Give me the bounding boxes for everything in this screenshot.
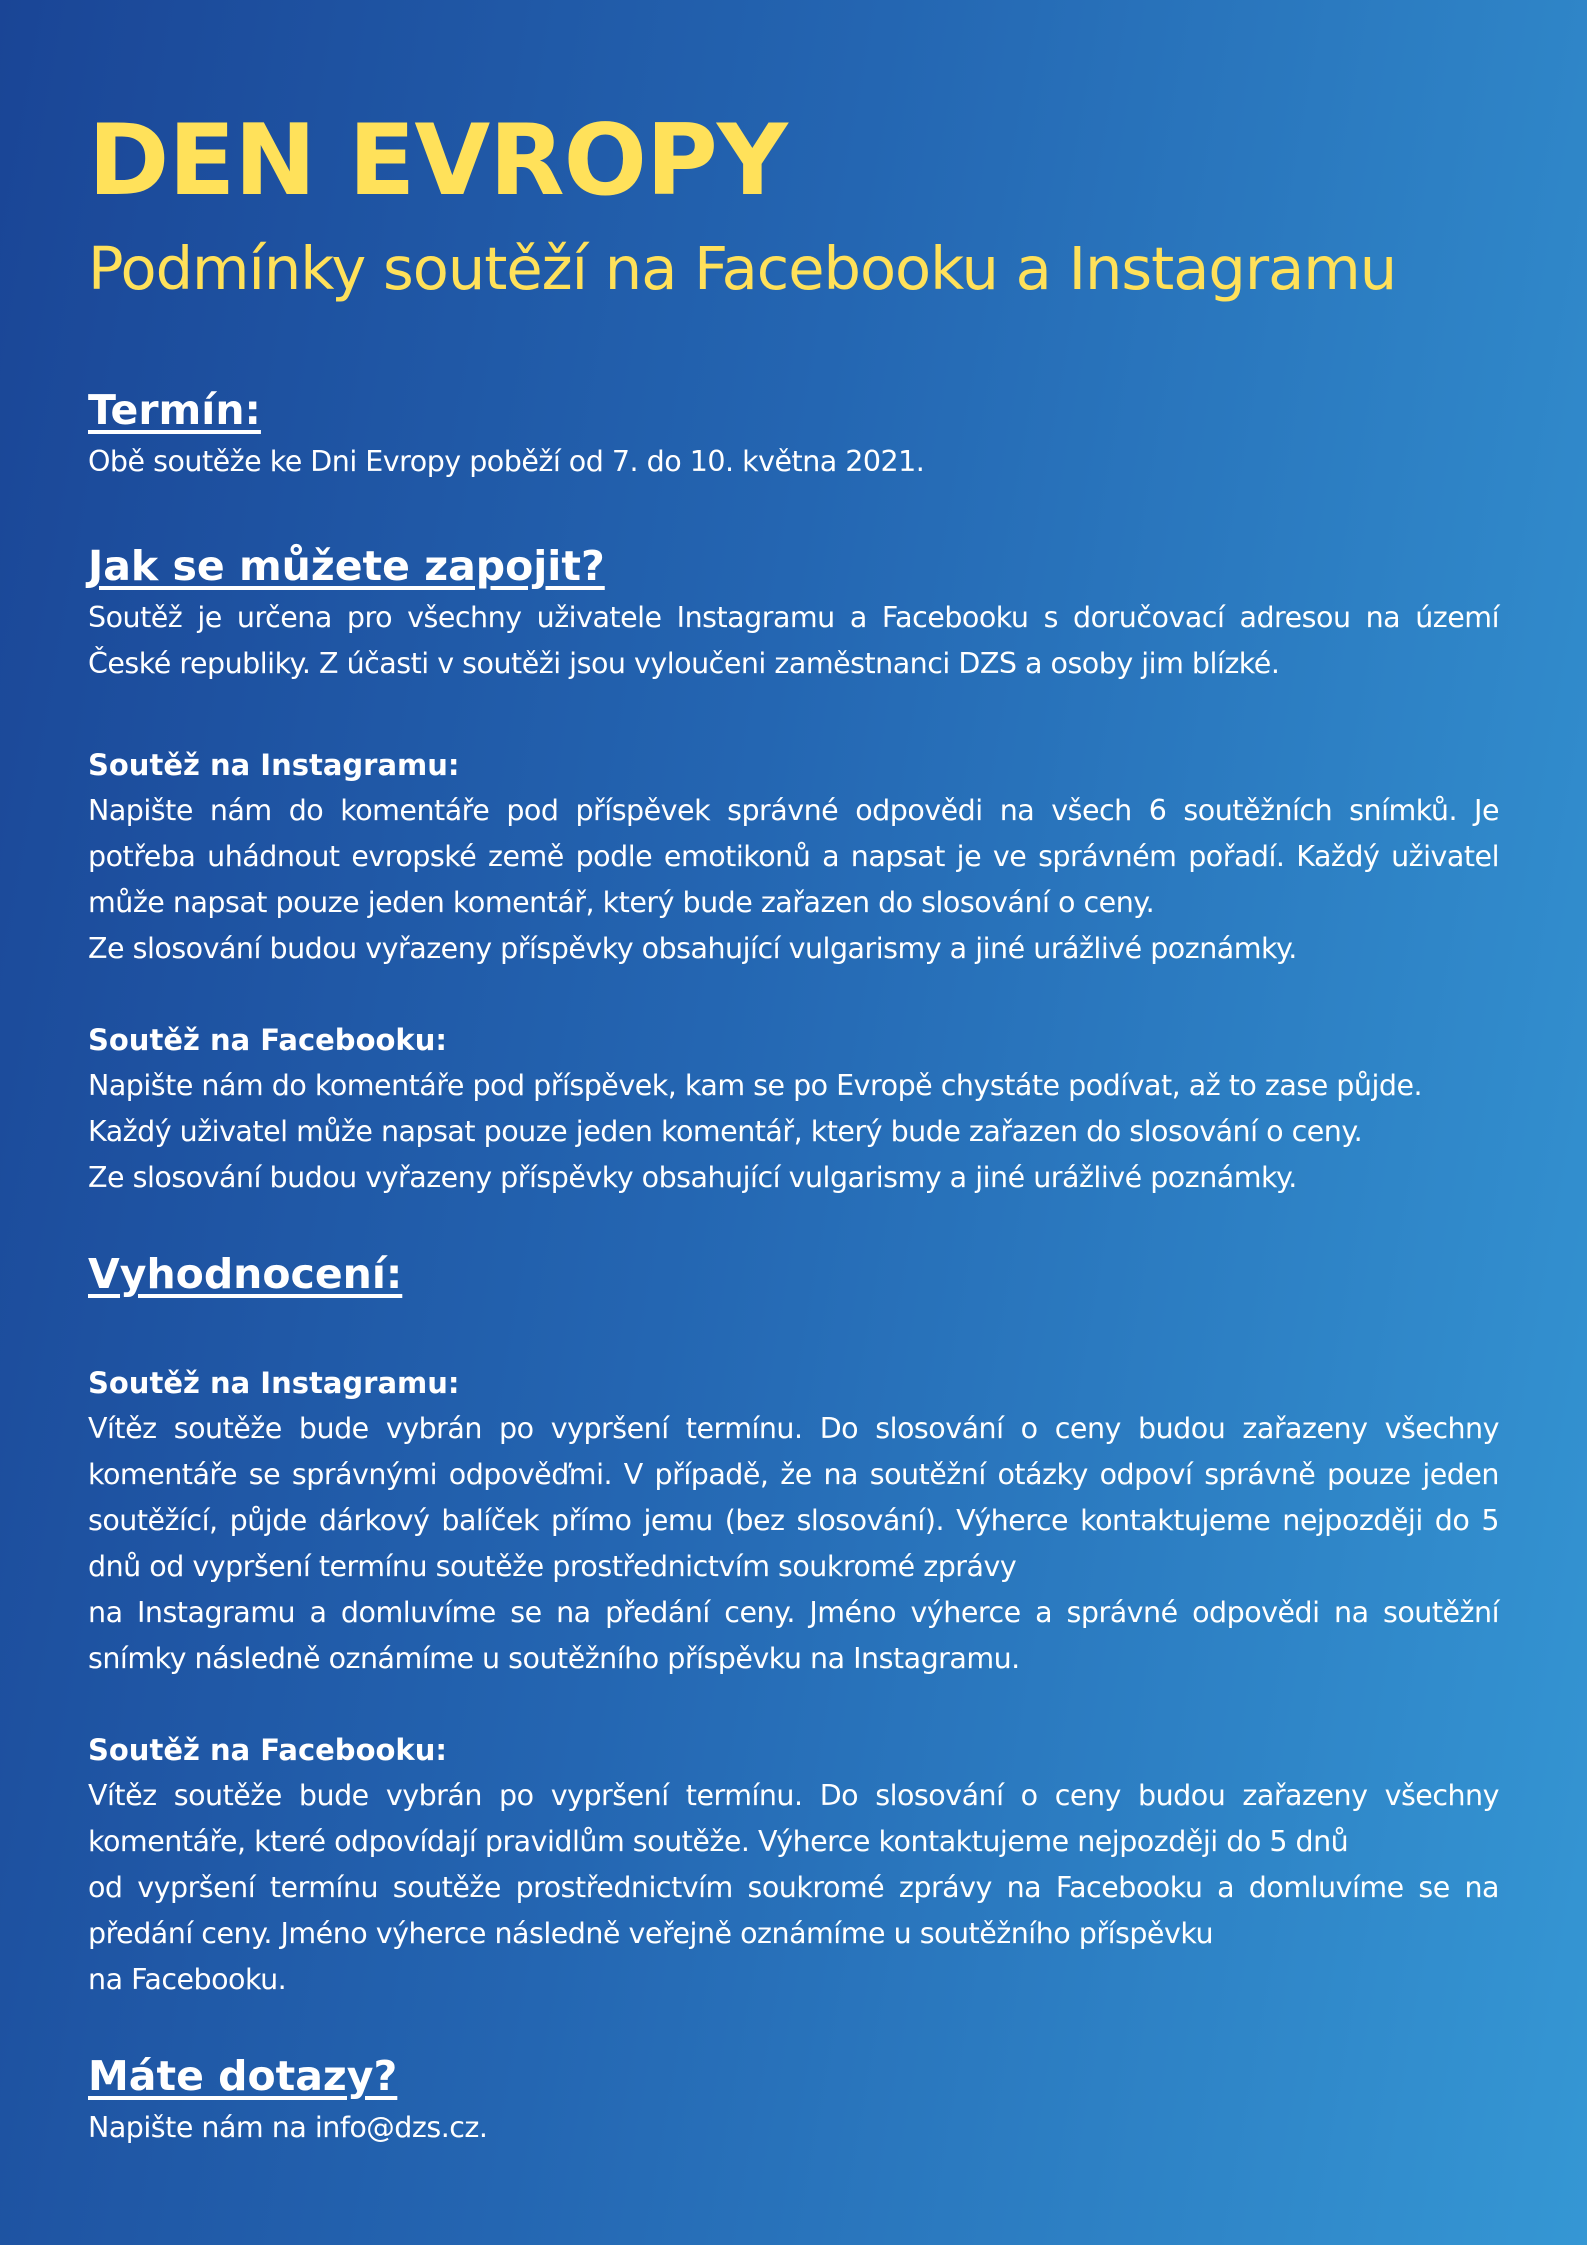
- join-facebook: [88, 1017, 1499, 1201]
- join-text: Soutěž je určena pro všechny uživatele Instagramu a Facebooku s doručovací adresou na území České republiky. Z účasti v soutěži jsou vyloučeni zaměstnanci DZS a osoby jim blízké.: [88, 601, 1499, 681]
- term-text: Obě soutěže ke Dni Evropy poběží od 7. do 10. května 2021.: [88, 445, 925, 479]
- evaluation-facebook: [88, 1727, 1499, 2003]
- term-heading: Termín:: [88, 386, 261, 434]
- section-evaluation: [88, 1252, 1499, 1297]
- join-facebook-text: Napište nám do komentáře pod příspěvek, kam se po Evropě chystáte podívat, až to zase půjde.: [88, 1069, 1423, 1102]
- evaluation-instagram-text-2: na Instagramu a domluvíme se na předání ceny. Jméno výherce a správné odpovědi na soutěžní snímky následně oznámíme u soutěžního příspěvku na Instagramu.: [88, 1596, 1499, 1675]
- section-contact: [88, 2054, 1499, 2151]
- join-instagram-text-2: Ze slosování budou vyřazeny příspěvky obsahující vulgarismy a jiné urážlivé poznámky.: [88, 932, 1297, 965]
- join-instagram: [88, 742, 1499, 972]
- join-facebook-text-2: Každý uživatel může napsat pouze jeden komentář, který bude zařazen do slosování o ceny.: [88, 1115, 1363, 1148]
- page-subtitle: Podmínky soutěží na Facebooku a Instagramu: [88, 234, 1397, 303]
- join-facebook-text-3: Ze slosování budou vyřazeny příspěvky obsahující vulgarismy a jiné urážlivé poznámky.: [88, 1161, 1297, 1194]
- page-title: DEN EVROPY: [88, 104, 787, 218]
- evaluation-facebook-text-2: od vypršení termínu soutěže prostřednictvím soukromé zprávy na Facebooku a domluvíme se na předání ceny. Jméno výherce následně veřejně oznámíme u soutěžního příspěvku: [88, 1871, 1499, 1950]
- evaluation-facebook-text-3: na Facebooku.: [88, 1963, 287, 1996]
- evaluation-heading: Vyhodnocení:: [88, 1250, 403, 1298]
- evaluation-instagram: [88, 1360, 1499, 1682]
- evaluation-facebook-text: Vítěz soutěže bude vybrán po vypršení termínu. Do slosování o ceny budou zařazeny všechny komentáře, které odpovídají pravidlům soutěže. Výherce kontaktujeme nejpozději do 5 dnů: [88, 1779, 1499, 1858]
- join-facebook-subheading: Soutěž na Facebooku:: [88, 1023, 447, 1057]
- contact-text: Napište nám na info@dzs.cz.: [88, 2111, 488, 2145]
- evaluation-instagram-subheading: Soutěž na Instagramu:: [88, 1366, 460, 1400]
- join-instagram-text: Napište nám do komentáře pod příspěvek správné odpovědi na všech 6 soutěžních snímků. Je potřeba uhádnout evropské země podle emotikonů a napsat je ve správném pořadí. Každý uživatel může napsat pouze jeden komentář, který bude zařazen do slosování o ceny.: [88, 794, 1499, 919]
- evaluation-facebook-subheading: Soutěž na Facebooku:: [88, 1733, 447, 1767]
- section-join: [88, 544, 1499, 687]
- section-term: [88, 388, 1499, 485]
- contact-heading: Máte dotazy?: [88, 2052, 398, 2100]
- join-instagram-subheading: Soutěž na Instagramu:: [88, 748, 460, 782]
- evaluation-instagram-text: Vítěz soutěže bude vybrán po vypršení termínu. Do slosování o ceny budou zařazeny všechny komentáře se správnými odpověďmi. V případě, že na soutěžní otázky odpoví správně pouze jeden soutěžící, půjde dárkový balíček přímo jemu (bez slosování). Výherce kontaktujeme nejpozději do 5 dnů od vypršení termínu soutěže prostřednictvím soukromé zprávy: [88, 1412, 1499, 1583]
- join-heading: Jak se můžete zapojit?: [88, 542, 605, 590]
